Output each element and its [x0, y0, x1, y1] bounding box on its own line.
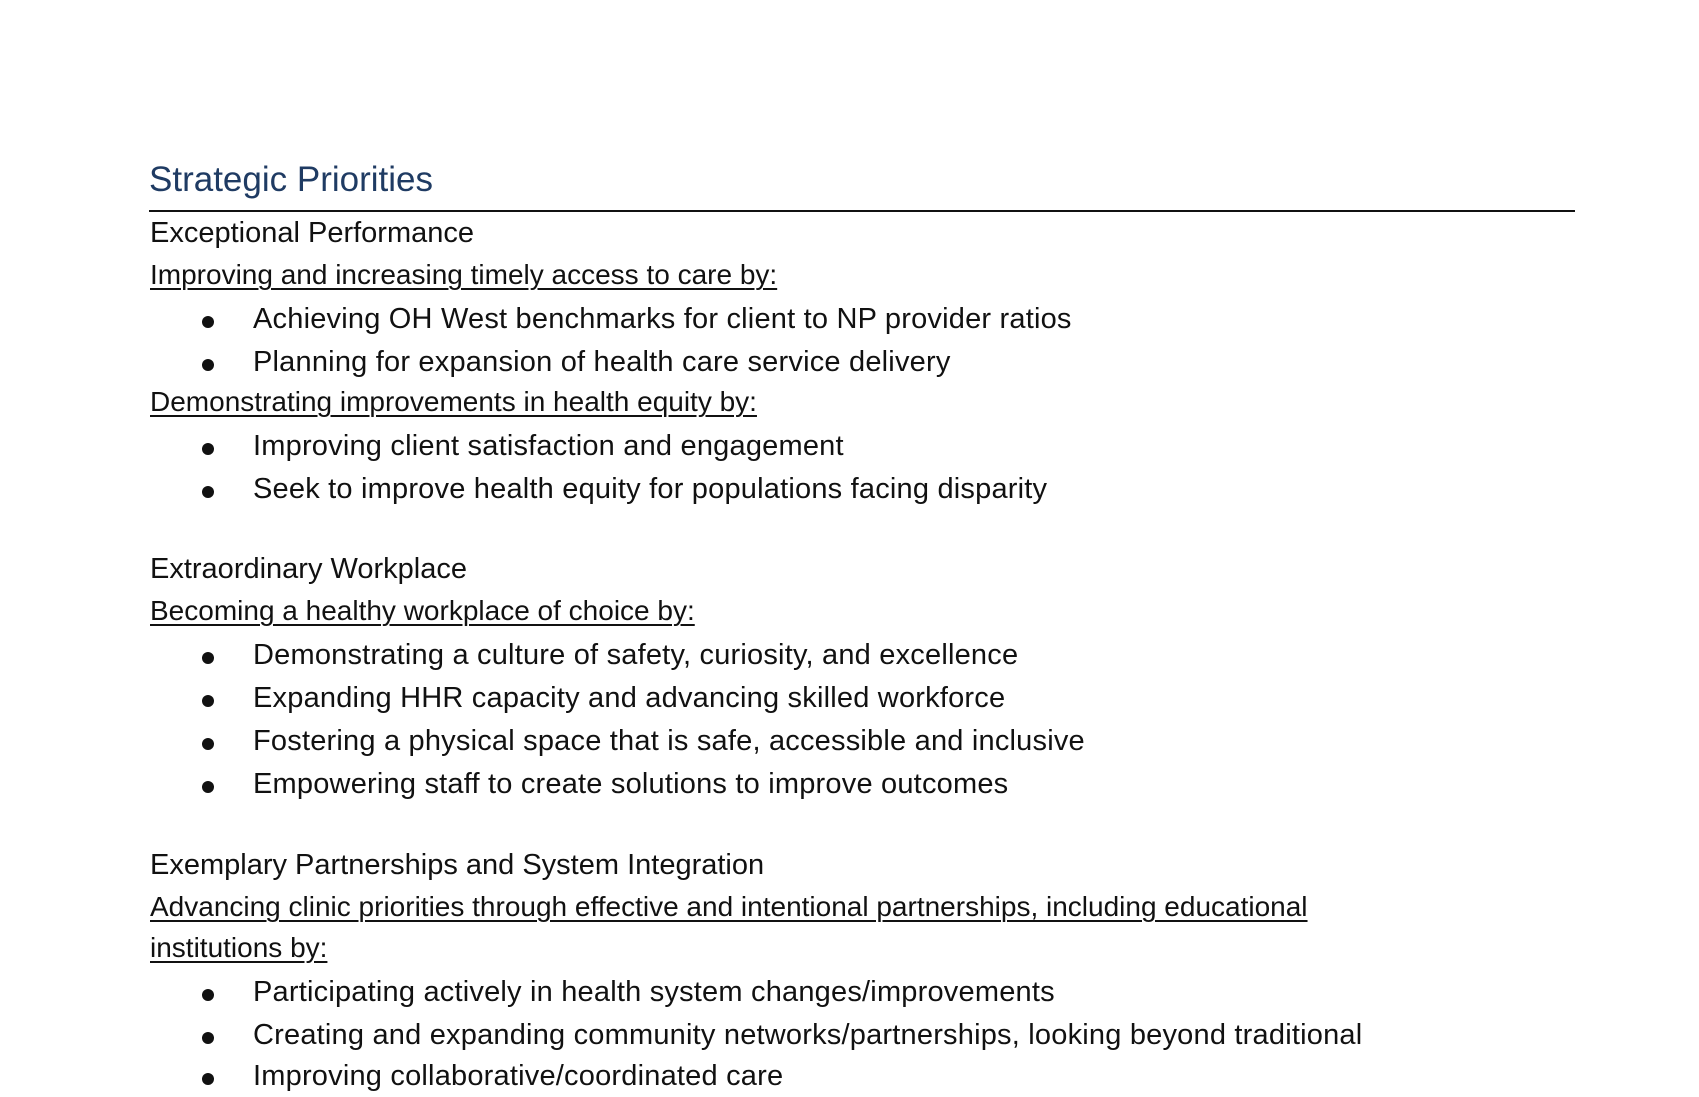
- bullet-icon: [202, 1073, 214, 1085]
- bullet-icon: [202, 1032, 214, 1044]
- bullet-icon: [202, 486, 214, 498]
- section-heading-exceptional-performance: Exceptional Performance: [150, 217, 474, 249]
- bullet-text: Creating and expanding community networks/partnerships, looking beyond traditional: [253, 1019, 1363, 1051]
- subheading-clinic-priorities: Advancing clinic priorities through effective and intentional partnerships, including educational institutions by:: [150, 891, 1308, 963]
- bullet-text: Planning for expansion of health care service delivery: [253, 346, 951, 378]
- bullet-text: Seek to improve health equity for populations facing disparity: [253, 473, 1048, 505]
- bullet-text: Demonstrating a culture of safety, curiosity, and excellence: [253, 639, 1019, 671]
- section-heading-extraordinary-workplace: Extraordinary Workplace: [150, 553, 467, 585]
- bullet-text: Empowering staff to create solutions to improve outcomes: [253, 768, 1009, 800]
- bullet-icon: [202, 781, 214, 793]
- section-heading-exemplary-partnerships: Exemplary Partnerships and System Integration: [150, 849, 765, 881]
- subheading-timely-access: Improving and increasing timely access to care by:: [150, 259, 778, 290]
- bullet-icon: [202, 359, 214, 371]
- subheading-health-equity: Demonstrating improvements in health equity by:: [150, 386, 757, 417]
- bullet-text: Expanding HHR capacity and advancing skilled workforce: [253, 682, 1006, 714]
- bullet-text: Improving collaborative/coordinated care: [253, 1060, 784, 1092]
- bullet-text: Participating actively in health system changes/improvements: [253, 976, 1055, 1008]
- title-divider: [149, 210, 1575, 212]
- bullet-icon: [202, 316, 214, 328]
- bullet-text: Improving client satisfaction and engagement: [253, 430, 844, 462]
- page-title: Strategic Priorities: [149, 160, 433, 199]
- bullet-icon: [202, 695, 214, 707]
- subheading-healthy-workplace: Becoming a healthy workplace of choice by:: [150, 595, 695, 626]
- bullet-text: Achieving OH West benchmarks for client to NP provider ratios: [253, 303, 1072, 335]
- bullet-text: Fostering a physical space that is safe, accessible and inclusive: [253, 725, 1085, 757]
- bullet-icon: [202, 738, 214, 750]
- bullet-icon: [202, 652, 214, 664]
- bullet-icon: [202, 989, 214, 1001]
- bullet-icon: [202, 443, 214, 455]
